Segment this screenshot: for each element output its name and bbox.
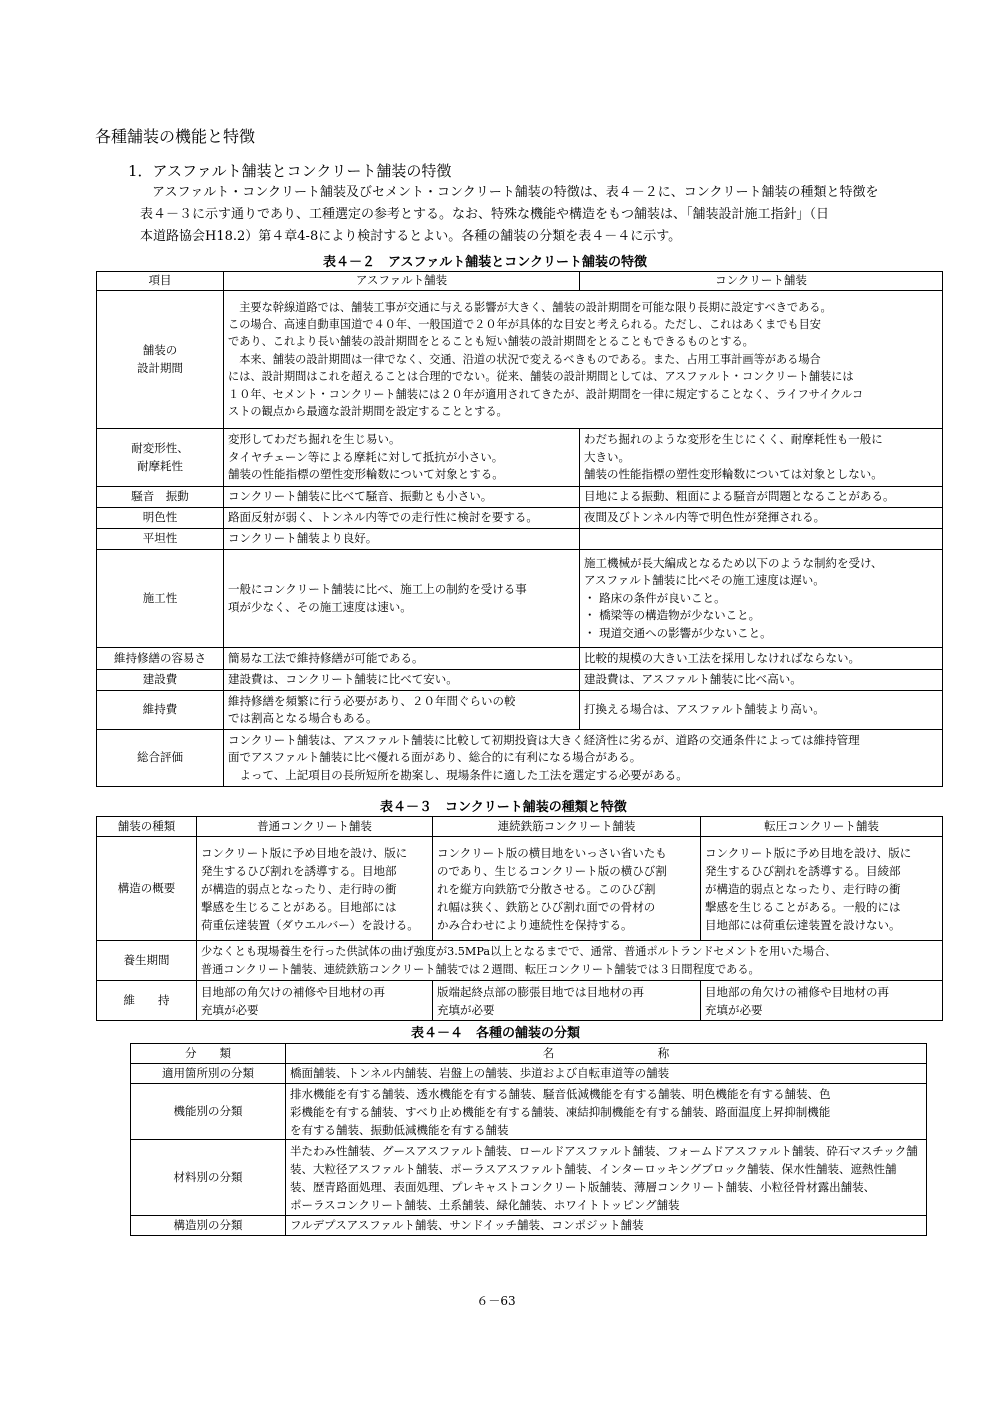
- row-label: 舗装の 設計期間: [97, 291, 224, 429]
- page-number: ６－63: [476, 1294, 516, 1308]
- table3-header: 舗装の種類: [97, 817, 197, 837]
- concrete-cell: 夜間及びトンネル内等で明色性が発揮される。: [580, 508, 943, 529]
- table2-header: 項目: [97, 272, 224, 291]
- table3-header: 転圧コンクリート舗装: [701, 817, 943, 837]
- row-label: 構造別の分類: [131, 1216, 286, 1236]
- table2-header: アスファルト舗装: [224, 272, 580, 291]
- row-label: 養生期間: [97, 941, 197, 981]
- row-label: 施工性: [97, 550, 224, 648]
- concrete-cell: 目地による振動、粗面による騒音が問題となることがある。: [580, 487, 943, 508]
- row-label: 構造の概要: [97, 837, 197, 941]
- concrete-cell: わだち掘れのような変形を生じにくく、耐摩耗性も一般に 大きい。 舗装の性能指標の塑性変形輪数については対象としない。: [580, 429, 943, 487]
- structure-cell: コンクリート版に予め目地を設け、版に 発生するひび割れを誘導する。目地部 が構造的弱点となったり、走行時の衝 撃感を生じることがある。目地部には 荷重伝達装置（ダウエルバー）を設ける。: [197, 837, 433, 941]
- table2: [96, 271, 943, 787]
- row-label: 総合評価: [97, 730, 224, 787]
- row-label: 騒音 振動: [97, 487, 224, 508]
- row-label: 耐変形性、 耐摩耗性: [97, 429, 224, 487]
- row-label: 維持修繕の容易さ: [97, 648, 224, 670]
- row-label: 維持費: [97, 691, 224, 730]
- maintenance-cell: 目地部の角欠けの補修や目地材の再 充填が必要: [197, 981, 433, 1021]
- curing-text: 少なくとも現場養生を行った供試体の曲げ強度が3.5MPa以上となるまでで、通常、普通ポルトランドセメントを用いた場合、 普通コンクリート舗装、連続鉄筋コンクリート舗装では２週間、転圧コンクリート舗装では３日間程度である。: [197, 941, 943, 981]
- concrete-cell: 比較的規模の大きい工法を採用しなければならない。: [580, 648, 943, 670]
- asphalt-cell: コンクリート舗装より良好。: [224, 529, 580, 550]
- intro-line: 表４－３に示す通りであり、工種選定の参考とする。なお、特殊な機能や構造をもつ舗装は、「舗装設計施工指針」（日: [140, 207, 830, 222]
- maintenance-cell: 版端起終点部の膨張目地では目地材の再 充填が必要: [433, 981, 701, 1021]
- row-label: 建設費: [97, 670, 224, 691]
- row-label: 機能別の分類: [131, 1084, 286, 1140]
- asphalt-cell: 路面反射が弱く、トンネル内等での走行性に検討を要する。: [224, 508, 580, 529]
- row-label: 維 持: [97, 981, 197, 1021]
- intro-line: 本道路協会H18.2）第４章4-8により検討するとよい。各種の舗装の分類を表４－４に示す。: [140, 229, 682, 244]
- design-period-text: 主要な幹線道路では、舗装工事が交通に与える影響が大きく、舗装の設計期間を可能な限り長期に設定すべきである。 この場合、高速自動車国道で４０年、一般国道で２０年が具体的な目安と考えられる。ただし、これはあくまでも目安 であり、これより長い舗装の設計期間をとることも短い舗装の設計期間をとることもできるものとする。 本来、舗装の設計期間は一律でなく、交通、沿道の状況で変えるべきものである。また、占用工事計画等がある場合 には、設計期間はこれを超えることは合理的でない。従来、舗装の設計期間としては、アスファルト・コンクリート舗装には １０年、セメント・コンクリート舗装には２０年が適用されてきたが、設計期間を一律に規定することなく、ライフサイクルコ ストの観点から最適な設計期間を設定することとする。: [224, 291, 943, 429]
- table2-caption: 表４－２ アスファルト舗装とコンクリート舗装の特徴: [323, 255, 647, 270]
- table3-caption: 表４－３ コンクリート舗装の種類と特徴: [380, 800, 627, 815]
- classification-cell: 橋面舗装、トンネル内舗装、岩盤上の舗装、歩道および自転車道等の舗装: [286, 1064, 927, 1084]
- asphalt-cell: コンクリート舗装に比べて騒音、振動とも小さい。: [224, 487, 580, 508]
- section-title: 1．アスファルト舗装とコンクリート舗装の特徴: [128, 162, 452, 180]
- intro-line: アスファルト・コンクリート舗装及びセメント・コンクリート舗装の特徴は、表４－２に、コンクリート舗装の種類と特徴を: [152, 185, 879, 200]
- concrete-cell: 施工機械が長大編成となるため以下のような制約を受け、 アスファルト舗装に比べその施工速度は遅い。 ・ 路床の条件が良いこと。 ・ 橋梁等の構造物が少ないこと。 ・ 現道交通への影響が少ないこと。: [580, 550, 943, 648]
- concrete-cell: [580, 529, 943, 550]
- classification-cell: 半たわみ性舗装、グースアスファルト舗装、ロールドアスファルト舗装、フォームドアスファルト舗装、砕石マスチック舗 装、大粒径アスファルト舗装、ポーラスアスファルト舗装、インターロッキングブロック舗装、保水性舗装、遮熱性舗 装、歴青路面処理、表面処理、プレキャストコンクリート版舗装、薄層コンクリート舗装、小粒径骨材露出舗装、 ポーラスコンクリート舗装、土系舗装、緑化舗装、ホワイトトッピング舗装: [286, 1140, 927, 1216]
- intro-paragraph: [140, 182, 960, 248]
- classification-cell: 排水機能を有する舗装、透水機能を有する舗装、騒音低減機能を有する舗装、明色機能を有する舗装、色 彩機能を有する舗装、すべり止め機能を有する舗装、凍結抑制機能を有する舗装、路面温度上昇抑制機能 を有する舗装、振動低減機能を有する舗装: [286, 1084, 927, 1140]
- asphalt-cell: 維持修繕を頻繁に行う必要があり、２０年間ぐらいの較 では割高となる場合もある。: [224, 691, 580, 730]
- asphalt-cell: 簡易な工法で維持修繕が可能である。: [224, 648, 580, 670]
- table3-header: 連続鉄筋コンクリート舗装: [433, 817, 701, 837]
- asphalt-cell: 一般にコンクリート舗装に比べ、施工上の制約を受ける事 項が少なく、その施工速度は速い。: [224, 550, 580, 648]
- concrete-cell: 建設費は、アスファルト舗装に比べ高い。: [580, 670, 943, 691]
- row-label: 平坦性: [97, 529, 224, 550]
- table2-header: コンクリート舗装: [580, 272, 943, 291]
- table4: [130, 1043, 927, 1236]
- row-label: 適用箇所別の分類: [131, 1064, 286, 1084]
- table3: [96, 816, 943, 1021]
- structure-cell: コンクリート版の横目地をいっさい省いたも のであり、生じるコンクリート版の横ひび割 れを縦方向鉄筋で分散させる。このひび割 れ幅は狭く、鉄筋とひび割れ面での骨材の かみ合わせにより連続性を保持する。: [433, 837, 701, 941]
- structure-cell: コンクリート版に予め目地を設け、版に 発生するひび割れを誘導する。目綾部 が構造的弱点となったり、走行時の衝 撃感を生じることがある。一般的には 目地部には荷重伝達装置を設けない。: [701, 837, 943, 941]
- page-heading: 各種舗装の機能と特徴: [95, 127, 256, 146]
- asphalt-cell: 変形してわだち掘れを生じ易い。 タイヤチェーン等による摩耗に対して抵抗が小さい。 舗装の性能指標の塑性変形輪数について対象とする。: [224, 429, 580, 487]
- table4-caption: 表４－４ 各種の舗装の分類: [411, 1026, 581, 1041]
- overall-text: コンクリート舗装は、アスファルト舗装に比較して初期投資は大きく経済性に劣るが、道路の交通条件によっては維持管理 面でアスファルト舗装に比べ優れる面があり、総合的に有利になる場合がある。 よって、上記項目の長所短所を勘案し、現場条件に適した工法を選定する必要がある。: [224, 730, 943, 787]
- table4-header: 分 類: [131, 1044, 286, 1064]
- table3-header: 普通コンクリート舗装: [197, 817, 433, 837]
- table4-header: 名 称: [286, 1044, 927, 1064]
- asphalt-cell: 建設費は、コンクリート舗装に比べて安い。: [224, 670, 580, 691]
- classification-cell: フルデプスアスファルト舗装、サンドイッチ舗装、コンポジット舗装: [286, 1216, 927, 1236]
- row-label: 材料別の分類: [131, 1140, 286, 1216]
- maintenance-cell: 目地部の角欠けの補修や目地材の再 充填が必要: [701, 981, 943, 1021]
- row-label: 明色性: [97, 508, 224, 529]
- concrete-cell: 打換える場合は、アスファルト舗装より高い。: [580, 691, 943, 730]
